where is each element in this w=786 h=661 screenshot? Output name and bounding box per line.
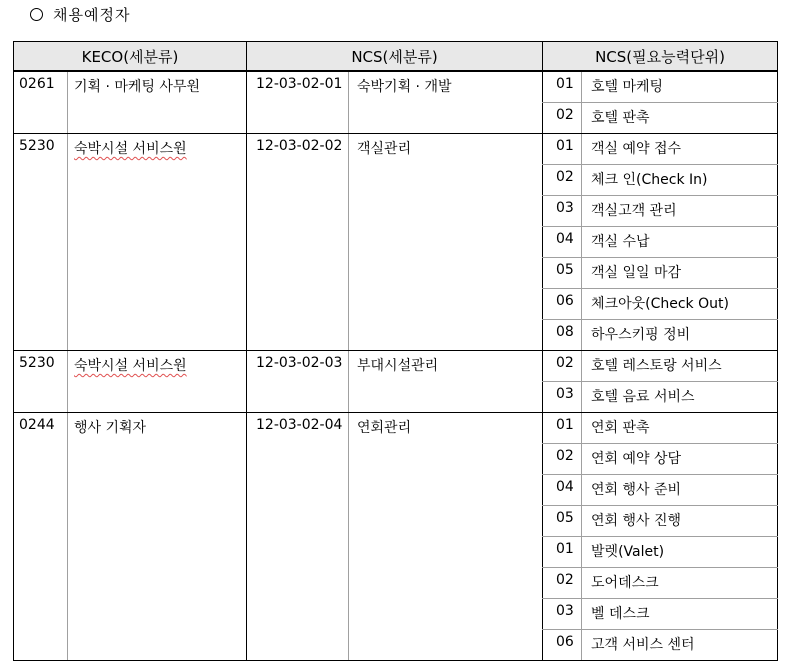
unit-code: 01 [543,537,582,568]
unit-name: 하우스키핑 정비 [582,320,778,351]
unit-name: 도어데스크 [582,568,778,599]
unit-code: 06 [543,630,582,661]
unit-code: 01 [543,413,582,444]
header-unit: NCS(필요능력단위) [543,42,778,72]
unit-code: 03 [543,382,582,413]
unit-name: 객실고객 관리 [582,196,778,227]
ncs-name: 숙박기획 · 개발 [349,71,543,134]
unit-name: 연회 행사 준비 [582,475,778,506]
unit-name: 호텔 마케팅 [582,71,778,103]
keco-name: 행사 기획자 [68,413,247,661]
unit-code: 08 [543,320,582,351]
unit-code: 05 [543,258,582,289]
ncs-name: 객실관리 [349,134,543,351]
unit-name: 체크 인(Check In) [582,165,778,196]
unit-code: 02 [543,568,582,599]
ncs-name: 부대시설관리 [349,351,543,413]
table-row [14,134,778,165]
table-row [14,71,778,103]
keco-code: 0261 [14,71,68,134]
keco-name [68,351,247,413]
unit-code: 04 [543,227,582,258]
unit-name: 호텔 판촉 [582,103,778,134]
unit-code: 02 [543,165,582,196]
section-heading-text: 채용예정자 [53,6,131,24]
unit-name: 발렛(Valet) [582,537,778,568]
keco-name-text: 숙박시설 서비스원 [74,358,187,374]
unit-name: 체크아웃(Check Out) [582,289,778,320]
unit-code: 01 [543,134,582,165]
table-row [14,413,778,444]
unit-name: 연회 예약 상담 [582,444,778,475]
unit-name: 객실 예약 접수 [582,134,778,165]
keco-code: 5230 [14,351,68,413]
section-heading [30,4,130,25]
job-ncs-table [13,41,778,661]
unit-name: 호텔 레스토랑 서비스 [582,351,778,382]
unit-code: 02 [543,351,582,382]
unit-code: 02 [543,103,582,134]
unit-code: 03 [543,599,582,630]
unit-code: 05 [543,506,582,537]
ncs-code: 12-03-02-04 [247,413,349,661]
keco-code: 0244 [14,413,68,661]
keco-name [68,134,247,351]
ncs-code: 12-03-02-03 [247,351,349,413]
unit-name: 객실 수납 [582,227,778,258]
unit-name: 객실 일일 마감 [582,258,778,289]
unit-name: 호텔 음료 서비스 [582,382,778,413]
unit-name: 연회 행사 진행 [582,506,778,537]
header-ncs: NCS(세분류) [247,42,543,72]
keco-name-text: 숙박시설 서비스원 [74,141,187,157]
unit-code: 02 [543,444,582,475]
unit-code: 06 [543,289,582,320]
ncs-code: 12-03-02-01 [247,71,349,134]
unit-name: 고객 서비스 센터 [582,630,778,661]
ncs-name: 연회관리 [349,413,543,661]
unit-code: 03 [543,196,582,227]
unit-code: 04 [543,475,582,506]
keco-name: 기획 · 마케팅 사무원 [68,71,247,134]
unit-code: 01 [543,71,582,103]
ncs-code: 12-03-02-02 [247,134,349,351]
circle-bullet-icon [30,8,43,21]
unit-name: 연회 판촉 [582,413,778,444]
unit-name: 벨 데스크 [582,599,778,630]
table-row [14,351,778,382]
table-header-row [14,42,778,72]
header-keco: KECO(세분류) [14,42,247,72]
keco-code: 5230 [14,134,68,351]
